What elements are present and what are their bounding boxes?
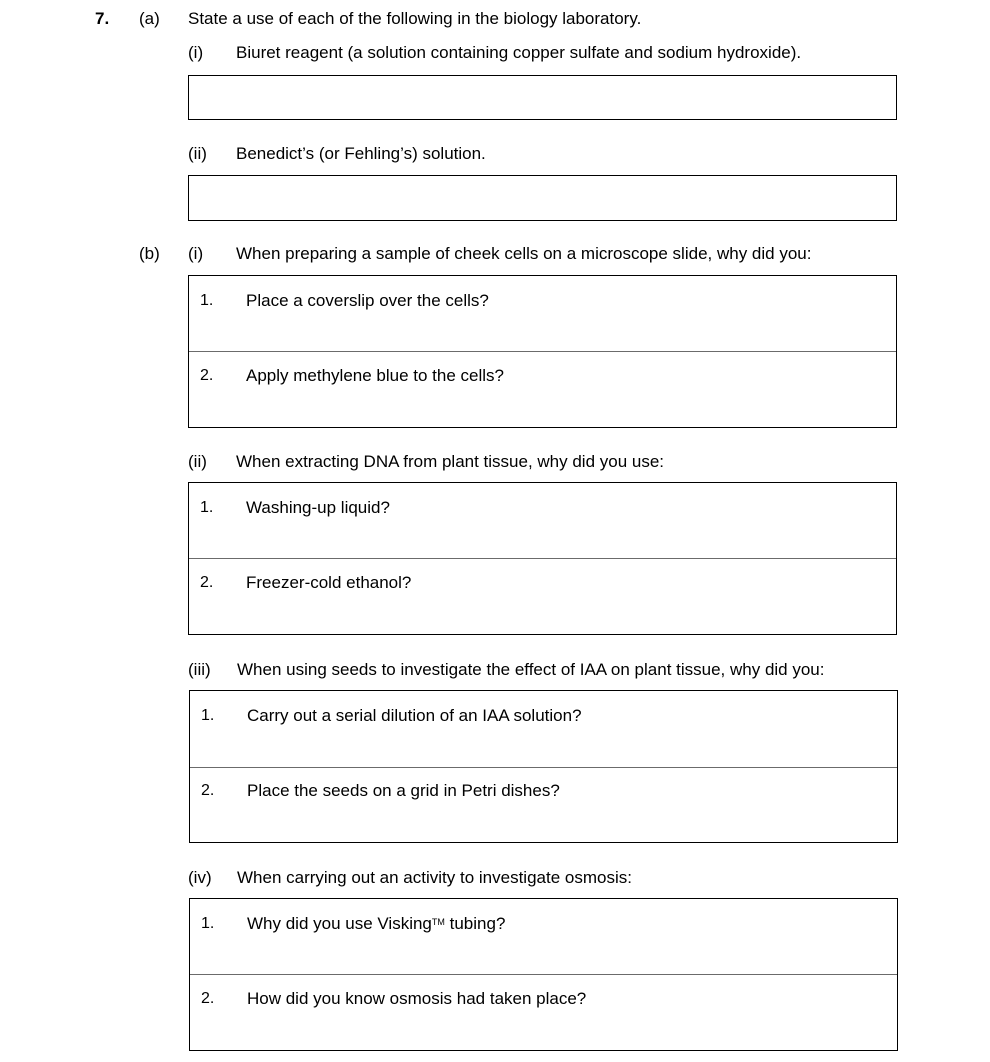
question-number: 7. [95, 9, 110, 28]
trademark-mark: TM [431, 917, 445, 927]
part-a-i-text: Biuret reagent (a solution containing copper sulfate and sodium hydroxide). [236, 43, 802, 62]
answer-cell-b-i-2[interactable] [189, 352, 896, 426]
item-text: Apply methylene blue to the cells? [246, 366, 504, 385]
item-number: 2. [201, 782, 215, 799]
item-text: How did you know osmosis had taken place? [247, 989, 587, 1008]
answer-cell-b-i-1[interactable] [189, 276, 896, 351]
answer-cell-b-iii-2[interactable] [190, 768, 897, 841]
part-b-label: (b) [139, 244, 160, 263]
answer-cell-b-iv-2[interactable] [190, 975, 897, 1049]
item-text: Carry out a serial dilution of an IAA solution? [247, 706, 582, 725]
item-number: 1. [200, 292, 214, 309]
item-text: Freezer-cold ethanol? [246, 573, 412, 592]
part-a-i-label: (i) [188, 43, 204, 62]
part-b-iv-label: (iv) [188, 868, 212, 887]
item-text: Place the seeds on a grid in Petri dishes? [247, 781, 560, 800]
answer-box-b-ii [188, 482, 897, 635]
part-b-iii-text: When using seeds to investigate the effect of IAA on plant tissue, why did you: [237, 660, 825, 679]
item-text-before: Why did you use Visking [247, 914, 432, 933]
answer-cell-b-ii-1[interactable] [189, 483, 896, 558]
part-b-ii-text: When extracting DNA from plant tissue, why did you use: [236, 452, 665, 471]
item-text [247, 915, 505, 932]
item-number: 1. [201, 707, 215, 724]
answer-cell-b-ii-2[interactable] [189, 559, 896, 633]
item-text: Place a coverslip over the cells? [246, 291, 489, 310]
part-a-ii-text: Benedict’s (or Fehling’s) solution. [236, 144, 486, 163]
answer-box-b-iii [189, 690, 898, 843]
item-number: 2. [200, 367, 214, 384]
part-b-iv-text: When carrying out an activity to investigate osmosis: [237, 868, 632, 887]
item-number: 1. [200, 499, 214, 516]
answer-box-b-i [188, 275, 897, 428]
part-a-ii-label: (ii) [188, 144, 207, 163]
item-number: 2. [200, 574, 214, 591]
item-text-after: tubing? [444, 914, 506, 933]
item-number: 2. [201, 990, 215, 1007]
answer-box-a-i[interactable] [188, 75, 897, 120]
part-b-i-text: When preparing a sample of cheek cells on a microscope slide, why did you: [236, 244, 812, 263]
answer-cell-b-iii-1[interactable] [190, 691, 897, 767]
part-a-label: (a) [139, 9, 160, 28]
part-b-iii-label: (iii) [188, 660, 211, 679]
item-text: Washing-up liquid? [246, 498, 390, 517]
part-b-i-label: (i) [188, 244, 204, 263]
part-a-stem: State a use of each of the following in the biology laboratory. [188, 9, 642, 28]
part-b-ii-label: (ii) [188, 452, 207, 471]
answer-cell-b-iv-1[interactable] [190, 899, 897, 974]
answer-box-b-iv [189, 898, 898, 1051]
item-number: 1. [201, 915, 215, 932]
answer-box-a-ii[interactable] [188, 175, 897, 221]
